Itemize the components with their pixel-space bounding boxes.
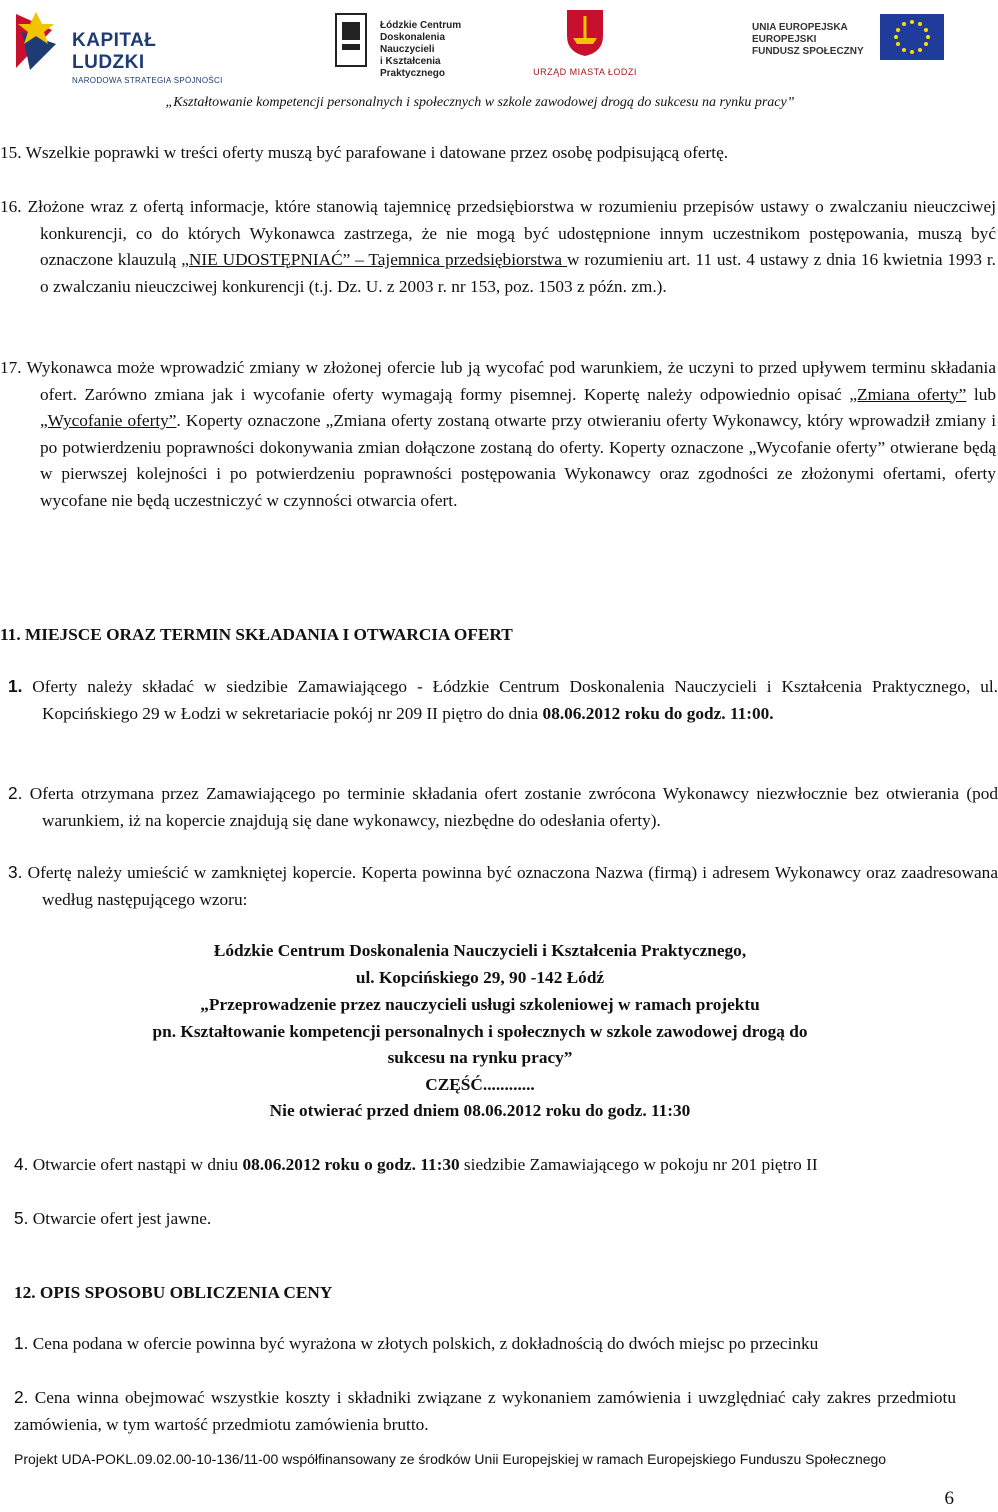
- s11-p4-rest: siedzibie Zamawiającego w pokoju nr 201 piętro II: [459, 1155, 818, 1174]
- s11-p5-text: Otwarcie ofert jest jawne.: [28, 1209, 212, 1228]
- s12-p1-num: 1.: [14, 1333, 29, 1353]
- s11-p2-num: 2.: [8, 783, 23, 803]
- kapital-ludzki-title: KAPITAŁ LUDZKI: [72, 30, 157, 73]
- s11-point-2: [0, 780, 998, 834]
- lcdnikp-logo: [330, 8, 480, 79]
- eu-flag-icon: [880, 14, 944, 60]
- eu-line3: FUNDUSZ SPOŁECZNY: [752, 46, 864, 57]
- item-17-zmiana: „Zmiana oferty”: [849, 384, 967, 404]
- page-footer: Projekt UDA-POKL.09.02.00-10-136/11-00 współfinansowany ze środków Unii Europejskiej w ramach Europejskiego Funduszu Społecznego: [14, 1451, 887, 1467]
- s11-p1-num: 1.: [8, 676, 23, 696]
- lcdnikp-emblem-icon: [330, 8, 374, 72]
- item-15: 15. Wszelkie poprawki w treści oferty muszą być parafowane i datowane przez osobę podpisującą ofertę.: [0, 143, 729, 162]
- lcdnikp-line1: Łódzkie Centrum: [380, 20, 462, 31]
- s11-p2-text: Oferta otrzymana przez Zamawiającego po terminie składania ofert zostanie zwrócona Wykonawcy niezwłocznie bez otwierania (pod warunkiem, iż na kopercie znajdują się dane wykonawcy, niezbędne do odesłania oferty).: [22, 784, 998, 830]
- s12-p2-num: 2.: [14, 1387, 29, 1407]
- eu-line2: EUROPEJSKI: [752, 34, 817, 45]
- lcdnikp-line3: i Kształcenia Praktycznego: [380, 56, 446, 79]
- item-17: [0, 355, 996, 515]
- item-16: [0, 194, 996, 300]
- s11-p1-text: Oferty należy składać w siedzibie Zamawiającego - Łódzkie Centrum Doskonalenia Nauczycieli i Kształcenia Praktycznego, ul. Kopcińskiego 29 w Łodzi w sekretariacie pokój nr 209 II piętro do dnia: [22, 677, 998, 723]
- lcdnikp-line2: Doskonalenia Nauczycieli: [380, 32, 446, 55]
- urzad-miasta-logo: [530, 8, 640, 80]
- item-17-wycofanie: „Wycofanie oferty”: [40, 411, 177, 431]
- project-tagline: „Kształtowanie kompetencji personalnych i społecznych w szkole zawodowej drogą do sukcesu na rynku pracy”: [165, 95, 795, 110]
- envelope-line-1: Łódzkie Centrum Doskonalenia Nauczycieli i Kształcenia Praktycznego,: [213, 941, 747, 960]
- eu-efs-logo: [752, 14, 952, 74]
- s11-point-5: [14, 1205, 956, 1233]
- kapital-ludzki-logo: [12, 10, 232, 85]
- envelope-line-6: CZĘŚĆ............: [425, 1075, 535, 1094]
- header-logos: [0, 0, 960, 90]
- s11-p5-num: 5.: [14, 1208, 29, 1228]
- section-12-heading: 12. OPIS SPOSOBU OBLICZENIA CENY: [14, 1283, 333, 1302]
- s11-point-4: [14, 1151, 956, 1179]
- s12-p2-text: Cena winna obejmować wszystkie koszty i składniki związane z wykonaniem zamówienia i uwzględniać cały zakres przedmiotu zamówienia, w tym wartość przedmiotu zamówienia brutto.: [14, 1388, 956, 1434]
- kapital-ludzki-subtitle: NARODOWA STRATEGIA SPÓJNOŚCI: [72, 76, 223, 85]
- s11-p4-date: 08.06.2012 roku o godz. 11:30: [242, 1155, 460, 1174]
- item-16-text-a: 16. Złożone wraz z ofertą informacje, które stanowią tajemnicę przedsiębiorstwa w rozumieniu przepisów ustawy o zwalczaniu nieuczciwej konkurencji, co do których Wykonawca zastrzega, że nie mogą być udostępnione innym uczestnikom postępowania, muszą być oznaczone klauzulą: [0, 197, 996, 270]
- s11-p3-text: Ofertę należy umieścić w zamkniętej kopercie. Koperta powinna być oznaczona Nazwa (firmą) i adresem Wykonawcy oraz zaadresowana według następującego wzoru:: [22, 863, 998, 909]
- item-17-mid: lub: [966, 384, 996, 404]
- lodz-coat-of-arms-icon: [563, 8, 607, 58]
- s11-p3-num: 3.: [8, 862, 23, 882]
- envelope-line-2: ul. Kopcińskiego 29, 90 -142 Łódź: [355, 968, 605, 987]
- urzad-miasta-text: URZĄD MIASTA ŁODZI: [533, 67, 637, 77]
- s12-point-1: [14, 1330, 956, 1358]
- eu-line1: UNIA EUROPEJSKA: [752, 22, 848, 33]
- s11-p4-num: 4.: [14, 1154, 29, 1174]
- section-11-heading: 11. MIEJSCE ORAZ TERMIN SKŁADANIA I OTWARCIA OFERT: [0, 625, 513, 644]
- envelope-line-7: Nie otwierać przed dniem 08.06.2012 roku do godz. 11:30: [269, 1101, 691, 1120]
- kapital-ludzki-emblem-icon: [12, 10, 60, 72]
- s12-point-2: [14, 1384, 956, 1438]
- s11-point-3: [0, 859, 998, 913]
- page-number: 6: [944, 1488, 954, 1509]
- item-17-text-a: 17. Wykonawca może wprowadzić zmiany w złożonej ofercie lub ją wycofać pod warunkiem, że uczyni to przed upływem terminu składania ofert. Zarówno zmiana jak i wycofanie oferty wymagają formy pisemnej. Kopertę należy odpowiednio opisać: [0, 358, 996, 404]
- s11-point-1: [0, 673, 998, 727]
- item-17-text-b: . Koperty oznaczone „Zmiana oferty zostaną otwarte przy otwieraniu oferty Wykonawcy, który wprowadził zmiany i po potwierdzeniu poprawności dokonywania zmian dołączone zostaną do oferty. Koperty oznaczone „Wycofanie oferty” otwierane będą w pierwszej kolejności i po potwierdzeniu poprawności postępowania Wykonawcy oraz zgodności ze złożonymi ofertami, oferty wycofane nie będą uczestniczyć w czynności otwarcia ofert.: [40, 411, 996, 510]
- s12-p1-text: Cena podana w ofercie powinna być wyrażona w złotych polskich, z dokładnością do dwóch miejsc po przecinku: [28, 1334, 819, 1353]
- item-16-text-b: w rozumieniu art. 11 ust. 4 ustawy z dnia 16 kwietnia 1993 r. o zwalczaniu nieuczciwej konkurencji (t.j. Dz. U. z 2003 r. nr 153, poz. 1503 z późn. zm.).: [40, 250, 996, 296]
- s11-p1-date: 08.06.2012 roku do godz. 11:00.: [542, 703, 774, 723]
- envelope-line-5: sukcesu na rynku pracy”: [387, 1048, 573, 1067]
- envelope-line-3: „Przeprowadzenie przez nauczycieli usługi szkoleniowej w ramach projektu: [200, 995, 760, 1014]
- item-16-clause: „NIE UDOSTĘPNIAĆ” – Tajemnica przedsiębiorstwa: [181, 250, 567, 270]
- envelope-line-4: pn. Kształtowanie kompetencji personalnych i społecznych w szkole zawodowej drogą do: [152, 1022, 808, 1041]
- s11-p4-text: Otwarcie ofert nastąpi w dniu: [28, 1155, 243, 1174]
